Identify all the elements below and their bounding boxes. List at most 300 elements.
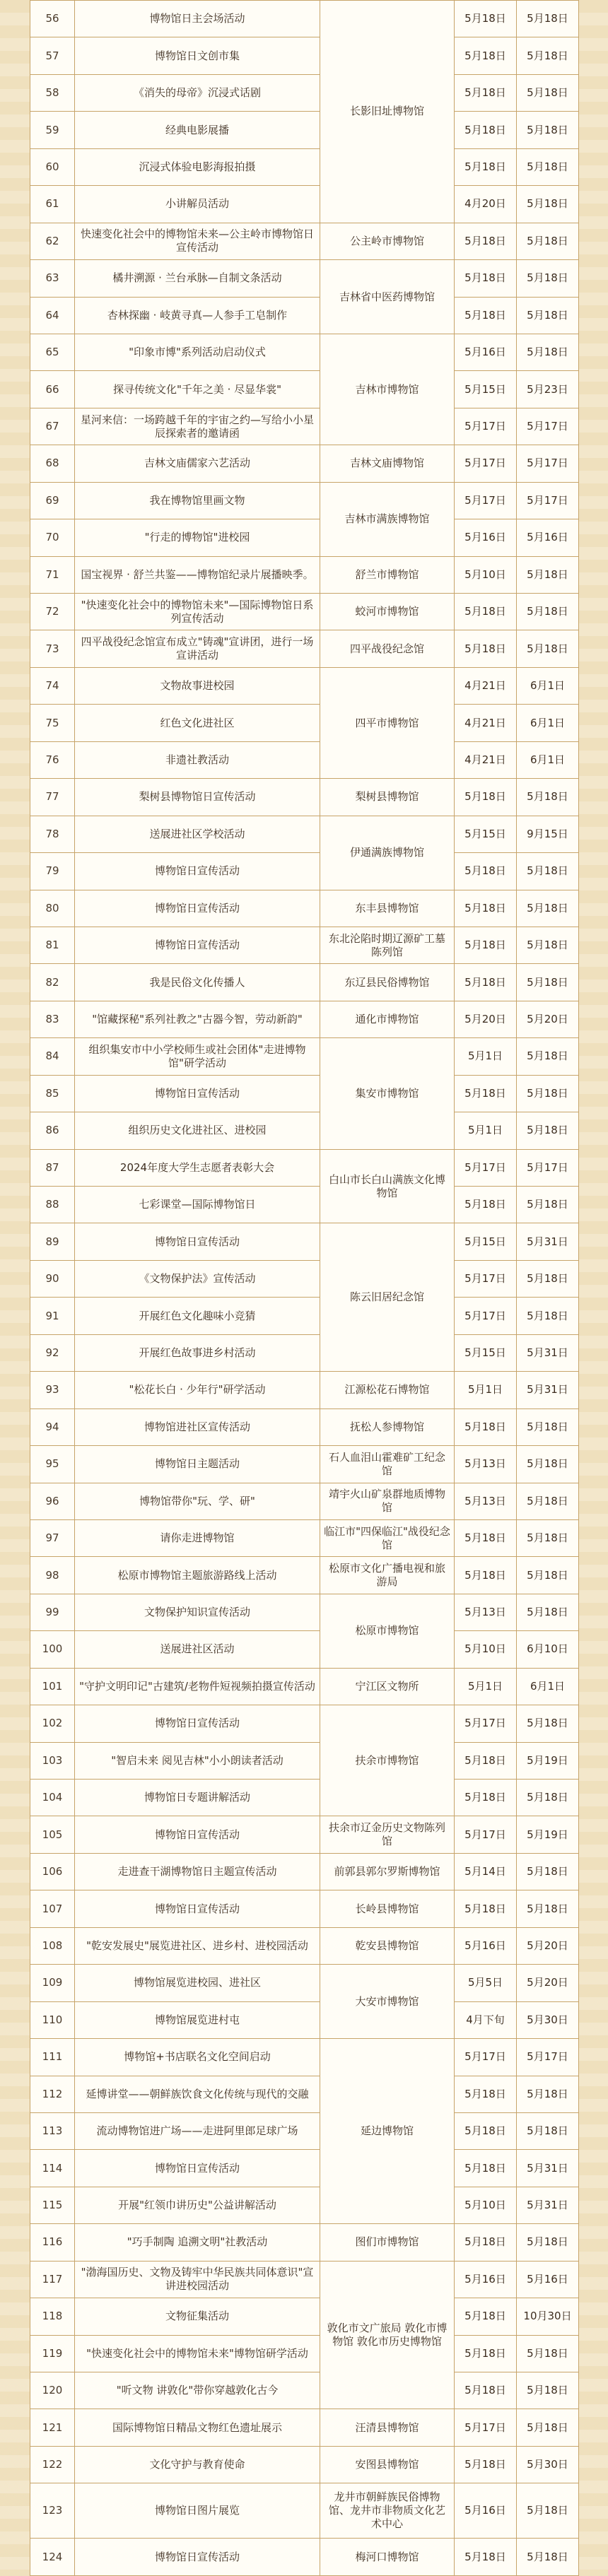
row-number-cell: 114 — [30, 2150, 75, 2187]
organizer-cell: 蛟河市博物馆 — [320, 594, 455, 630]
table-row — [30, 334, 579, 370]
end-date-cell: 5月30日 — [517, 2446, 579, 2483]
activity-name-cell: 博物馆日宣传活动 — [75, 1705, 320, 1742]
start-date-cell: 5月18日 — [455, 37, 517, 74]
table-row — [30, 1557, 579, 1594]
organizer-cell: 长岭县博物馆 — [320, 1890, 455, 1927]
end-date-cell: 6月1日 — [517, 741, 579, 778]
activity-name-cell: 经典电影展播 — [75, 112, 320, 148]
start-date-cell: 5月18日 — [455, 1557, 517, 1594]
activity-name-cell: 博物馆日宣传活动 — [75, 890, 320, 927]
row-number-cell: 57 — [30, 37, 75, 74]
activity-name-cell: 开展红色故事进乡村活动 — [75, 1334, 320, 1371]
table-row — [30, 1519, 579, 1556]
row-number-cell: 58 — [30, 74, 75, 111]
start-date-cell: 5月18日 — [455, 260, 517, 297]
table-row — [30, 2001, 579, 2038]
end-date-cell: 5月18日 — [517, 1483, 579, 1519]
end-date-cell: 5月31日 — [517, 2150, 579, 2187]
row-number-cell: 96 — [30, 1483, 75, 1519]
activity-name-cell: 送展进社区学校活动 — [75, 816, 320, 852]
table-row — [30, 260, 579, 297]
start-date-cell: 5月17日 — [455, 2409, 517, 2446]
table-row — [30, 594, 579, 630]
table-row — [30, 1742, 579, 1779]
organizer-cell: 扶余市博物馆 — [320, 1705, 455, 1816]
start-date-cell: 5月20日 — [455, 1001, 517, 1037]
start-date-cell: 5月17日 — [455, 1260, 517, 1297]
end-date-cell: 5月30日 — [517, 2001, 579, 2038]
organizer-cell: 大安市博物馆 — [320, 1965, 455, 2039]
table-row — [30, 408, 579, 445]
end-date-cell: 5月18日 — [517, 594, 579, 630]
start-date-cell: 5月10日 — [455, 1631, 517, 1668]
activity-name-cell: 松原市博物馆主题旅游路线上活动 — [75, 1557, 320, 1594]
activity-name-cell: "松花长白 · 少年行"研学活动 — [75, 1372, 320, 1408]
row-number-cell: 117 — [30, 2261, 75, 2298]
organizer-cell: 陈云旧居纪念馆 — [320, 1223, 455, 1372]
table-row — [30, 519, 579, 556]
organizer-cell: 江源松花石博物馆 — [320, 1372, 455, 1408]
end-date-cell: 5月31日 — [517, 2187, 579, 2223]
start-date-cell: 5月17日 — [455, 1705, 517, 1742]
row-number-cell: 71 — [30, 556, 75, 593]
table-row — [30, 1372, 579, 1408]
row-number-cell: 102 — [30, 1705, 75, 1742]
end-date-cell: 5月18日 — [517, 556, 579, 593]
organizer-cell: 东辽县民俗博物馆 — [320, 964, 455, 1001]
row-number-cell: 79 — [30, 853, 75, 890]
table-row — [30, 2409, 579, 2446]
row-number-cell: 76 — [30, 741, 75, 778]
activity-name-cell: 文化守护与教育使命 — [75, 2446, 320, 2483]
end-date-cell: 5月17日 — [517, 408, 579, 445]
start-date-cell: 5月16日 — [455, 334, 517, 370]
activity-name-cell: 请你走进博物馆 — [75, 1519, 320, 1556]
end-date-cell: 9月15日 — [517, 816, 579, 852]
end-date-cell: 5月18日 — [517, 186, 579, 223]
organizer-cell: 松原市文化广播电视和旅游局 — [320, 1557, 455, 1594]
organizer-cell: 公主岭市博物馆 — [320, 223, 455, 259]
row-number-cell: 90 — [30, 1260, 75, 1297]
end-date-cell: 5月18日 — [517, 1705, 579, 1742]
end-date-cell: 6月1日 — [517, 667, 579, 704]
start-date-cell: 5月18日 — [455, 148, 517, 185]
row-number-cell: 60 — [30, 148, 75, 185]
row-number-cell: 66 — [30, 371, 75, 408]
end-date-cell: 6月1日 — [517, 705, 579, 741]
table-row — [30, 741, 579, 778]
organizer-cell: 梨树县博物馆 — [320, 779, 455, 816]
table-row — [30, 1001, 579, 1037]
end-date-cell: 5月18日 — [517, 1075, 579, 1112]
organizer-cell: 吉林市博物馆 — [320, 334, 455, 445]
table-row — [30, 186, 579, 223]
table-row — [30, 2187, 579, 2223]
activity-name-cell: 四平战役纪念馆宣布成立"铸魂"宣讲团，进行一场宣讲活动 — [75, 630, 320, 667]
end-date-cell: 5月18日 — [517, 964, 579, 1001]
activity-name-cell: 开展红色文化趣味小竞猜 — [75, 1298, 320, 1334]
activity-name-cell: 博物馆日专题讲解活动 — [75, 1780, 320, 1816]
activity-name-cell: 星河来信：一场跨越千年的宇宙之约—写给小小星辰探索者的邀请函 — [75, 408, 320, 445]
organizer-cell: 舒兰市博物馆 — [320, 556, 455, 593]
row-number-cell: 80 — [30, 890, 75, 927]
row-number-cell: 86 — [30, 1112, 75, 1149]
table-row — [30, 1927, 579, 1964]
row-number-cell: 101 — [30, 1668, 75, 1705]
table-row — [30, 1149, 579, 1186]
organizer-cell: 汪清县博物馆 — [320, 2409, 455, 2446]
row-number-cell: 81 — [30, 927, 75, 963]
end-date-cell: 5月19日 — [517, 1742, 579, 1779]
organizer-cell: 临江市"四保临江"战役纪念馆 — [320, 1519, 455, 1556]
table-row — [30, 705, 579, 741]
organizer-cell: 敦化市文广旅局 敦化市博物馆 敦化市历史博物馆 — [320, 2261, 455, 2409]
left-decorative-border — [0, 0, 30, 2576]
organizer-cell: 乾安县博物馆 — [320, 1927, 455, 1964]
activity-name-cell: 延博讲堂——朝鲜族饮食文化传统与现代的交融 — [75, 2076, 320, 2112]
activity-table-body — [30, 1, 579, 2576]
start-date-cell: 5月16日 — [455, 2261, 517, 2298]
end-date-cell: 5月18日 — [517, 223, 579, 259]
end-date-cell: 5月18日 — [517, 1112, 579, 1149]
table-row — [30, 1187, 579, 1223]
organizer-cell: 通化市博物馆 — [320, 1001, 455, 1037]
table-row — [30, 2483, 579, 2539]
end-date-cell: 5月18日 — [517, 2076, 579, 2112]
row-number-cell: 62 — [30, 223, 75, 259]
activity-name-cell: 送展进社区活动 — [75, 1631, 320, 1668]
start-date-cell: 5月1日 — [455, 1668, 517, 1705]
activity-name-cell: 沉浸式体验电影海报拍摄 — [75, 148, 320, 185]
end-date-cell: 5月20日 — [517, 1927, 579, 1964]
table-row — [30, 1446, 579, 1483]
start-date-cell: 5月1日 — [455, 1038, 517, 1075]
activity-name-cell: 博物馆日宣传活动 — [75, 927, 320, 963]
end-date-cell: 5月18日 — [517, 1594, 579, 1630]
end-date-cell: 5月23日 — [517, 371, 579, 408]
activity-name-cell: 博物馆日主会场活动 — [75, 1, 320, 37]
row-number-cell: 116 — [30, 2224, 75, 2261]
activity-name-cell: 我是民俗文化传播人 — [75, 964, 320, 1001]
organizer-cell: 吉林省中医药博物馆 — [320, 260, 455, 334]
row-number-cell: 89 — [30, 1223, 75, 1260]
activity-name-cell: 博物馆日文创市集 — [75, 37, 320, 74]
row-number-cell: 107 — [30, 1890, 75, 1927]
row-number-cell: 91 — [30, 1298, 75, 1334]
start-date-cell: 5月17日 — [455, 445, 517, 482]
table-row — [30, 2039, 579, 2076]
row-number-cell: 77 — [30, 779, 75, 816]
end-date-cell: 5月18日 — [517, 1853, 579, 1890]
row-number-cell: 69 — [30, 482, 75, 519]
row-number-cell: 68 — [30, 445, 75, 482]
activity-name-cell: 杏林探幽 · 岐黄寻真—人参手工皂制作 — [75, 297, 320, 334]
table-row — [30, 112, 579, 148]
end-date-cell: 5月20日 — [517, 1965, 579, 2001]
table-row — [30, 890, 579, 927]
row-number-cell: 109 — [30, 1965, 75, 2001]
activity-name-cell: 流动博物馆进广场——走进阿里郎足球广场 — [75, 2112, 320, 2149]
activity-name-cell: 橘井溯源 · 兰台承脉—自制文条活动 — [75, 260, 320, 297]
organizer-cell: 石人血泪山霍难矿工纪念馆 — [320, 1446, 455, 1483]
end-date-cell: 5月20日 — [517, 1001, 579, 1037]
table-row — [30, 964, 579, 1001]
row-number-cell: 122 — [30, 2446, 75, 2483]
row-number-cell: 88 — [30, 1187, 75, 1223]
end-date-cell: 5月18日 — [517, 1519, 579, 1556]
end-date-cell: 10月30日 — [517, 2298, 579, 2335]
table-row — [30, 148, 579, 185]
table-row — [30, 1334, 579, 1371]
table-row — [30, 1965, 579, 2001]
activity-name-cell: 博物馆日宣传活动 — [75, 1075, 320, 1112]
table-row — [30, 816, 579, 852]
row-number-cell: 120 — [30, 2372, 75, 2409]
start-date-cell: 5月18日 — [455, 1187, 517, 1223]
start-date-cell: 4月下旬 — [455, 2001, 517, 2038]
end-date-cell: 5月18日 — [517, 37, 579, 74]
table-row — [30, 1260, 579, 1297]
start-date-cell: 5月13日 — [455, 1483, 517, 1519]
activity-name-cell: "快速变化社会中的博物馆未来"博物馆研学活动 — [75, 2335, 320, 2372]
row-number-cell: 64 — [30, 297, 75, 334]
end-date-cell: 5月31日 — [517, 1372, 579, 1408]
end-date-cell: 5月18日 — [517, 1780, 579, 1816]
end-date-cell: 5月18日 — [517, 2112, 579, 2149]
activity-name-cell: "巧手制陶 追溯文明"社教活动 — [75, 2224, 320, 2261]
activity-name-cell: 《消失的母帝》沉浸式话剧 — [75, 74, 320, 111]
end-date-cell: 5月16日 — [517, 2261, 579, 2298]
end-date-cell: 5月18日 — [517, 779, 579, 816]
start-date-cell: 5月18日 — [455, 2335, 517, 2372]
table-row — [30, 1483, 579, 1519]
table-row — [30, 1668, 579, 1705]
end-date-cell: 5月18日 — [517, 2372, 579, 2409]
start-date-cell: 4月20日 — [455, 186, 517, 223]
end-date-cell: 5月18日 — [517, 2409, 579, 2446]
activity-name-cell: 博物馆日宣传活动 — [75, 2150, 320, 2187]
table-row — [30, 1780, 579, 1816]
row-number-cell: 100 — [30, 1631, 75, 1668]
activity-name-cell: 2024年度大学生志愿者表彰大会 — [75, 1149, 320, 1186]
table-row — [30, 2539, 579, 2576]
table-row — [30, 482, 579, 519]
table-row — [30, 630, 579, 667]
start-date-cell: 5月18日 — [455, 890, 517, 927]
start-date-cell: 5月18日 — [455, 630, 517, 667]
start-date-cell: 5月17日 — [455, 482, 517, 519]
organizer-cell: 抚松人参博物馆 — [320, 1408, 455, 1445]
row-number-cell: 93 — [30, 1372, 75, 1408]
organizer-cell: 东北沦陷时期辽源矿工墓陈列馆 — [320, 927, 455, 963]
organizer-cell: 靖宇火山矿泉群地质博物馆 — [320, 1483, 455, 1519]
start-date-cell: 5月15日 — [455, 1223, 517, 1260]
start-date-cell: 5月18日 — [455, 74, 517, 111]
row-number-cell: 63 — [30, 260, 75, 297]
activity-name-cell: 文物征集活动 — [75, 2298, 320, 2335]
start-date-cell: 5月18日 — [455, 853, 517, 890]
start-date-cell: 5月18日 — [455, 1, 517, 37]
table-row — [30, 2372, 579, 2409]
organizer-cell: 东丰县博物馆 — [320, 890, 455, 927]
activity-name-cell: 博物馆日宣传活动 — [75, 2539, 320, 2576]
table-row — [30, 297, 579, 334]
right-decorative-border — [578, 0, 608, 2576]
activity-name-cell: 我在博物馆里画文物 — [75, 482, 320, 519]
organizer-cell: 前郭县郭尔罗斯博物馆 — [320, 1853, 455, 1890]
start-date-cell: 5月13日 — [455, 1594, 517, 1630]
table-row — [30, 2261, 579, 2298]
activity-name-cell: 红色文化进社区 — [75, 705, 320, 741]
table-row — [30, 2224, 579, 2261]
table-row — [30, 2335, 579, 2372]
row-number-cell: 119 — [30, 2335, 75, 2372]
table-row — [30, 1112, 579, 1149]
row-number-cell: 59 — [30, 112, 75, 148]
organizer-cell: 安图县博物馆 — [320, 2446, 455, 2483]
activity-name-cell: 《文物保护法》宣传活动 — [75, 1260, 320, 1297]
organizer-cell: 四平战役纪念馆 — [320, 630, 455, 667]
organizer-cell: 宁江区文物所 — [320, 1668, 455, 1705]
end-date-cell: 5月31日 — [517, 1223, 579, 1260]
start-date-cell: 5月13日 — [455, 1446, 517, 1483]
activity-name-cell: 文物故事进校园 — [75, 667, 320, 704]
activity-name-cell: 博物馆日宣传活动 — [75, 1223, 320, 1260]
start-date-cell: 5月18日 — [455, 2446, 517, 2483]
table-row — [30, 1408, 579, 1445]
end-date-cell: 6月1日 — [517, 1668, 579, 1705]
start-date-cell: 5月18日 — [455, 1780, 517, 1816]
activity-name-cell: 国宝视界 · 舒兰共鉴——博物馆纪录片展播映季。 — [75, 556, 320, 593]
activity-name-cell: 博物馆日宣传活动 — [75, 1816, 320, 1853]
start-date-cell: 5月17日 — [455, 408, 517, 445]
end-date-cell: 5月18日 — [517, 1260, 579, 1297]
end-date-cell: 5月18日 — [517, 1187, 579, 1223]
row-number-cell: 97 — [30, 1519, 75, 1556]
activity-name-cell: 博物馆带你"玩、学、研" — [75, 1483, 320, 1519]
activity-name-cell: 博物馆展览进校园、进社区 — [75, 1965, 320, 2001]
activity-name-cell: 博物馆进社区宣传活动 — [75, 1408, 320, 1445]
start-date-cell: 5月16日 — [455, 519, 517, 556]
row-number-cell: 111 — [30, 2039, 75, 2076]
organizer-cell: 长影旧址博物馆 — [320, 1, 455, 223]
start-date-cell: 5月18日 — [455, 594, 517, 630]
row-number-cell: 56 — [30, 1, 75, 37]
row-number-cell: 73 — [30, 630, 75, 667]
organizer-cell: 集安市博物馆 — [320, 1038, 455, 1149]
end-date-cell: 5月18日 — [517, 1557, 579, 1594]
activity-name-cell: 博物馆+书店联名文化空间启动 — [75, 2039, 320, 2076]
row-number-cell: 82 — [30, 964, 75, 1001]
row-number-cell: 70 — [30, 519, 75, 556]
row-number-cell: 99 — [30, 1594, 75, 1630]
start-date-cell: 5月18日 — [455, 1742, 517, 1779]
activity-name-cell: "乾安发展史"展览进社区、进乡村、进校园活动 — [75, 1927, 320, 1964]
activity-name-cell: 博物馆日宣传活动 — [75, 1890, 320, 1927]
row-number-cell: 72 — [30, 594, 75, 630]
table-row — [30, 37, 579, 74]
end-date-cell: 5月17日 — [517, 2039, 579, 2076]
table-row — [30, 1890, 579, 1927]
end-date-cell: 5月18日 — [517, 2335, 579, 2372]
table-row — [30, 445, 579, 482]
activity-name-cell: 国际博物馆日精品文物红色遗址展示 — [75, 2409, 320, 2446]
end-date-cell: 5月18日 — [517, 890, 579, 927]
start-date-cell: 5月15日 — [455, 816, 517, 852]
organizer-cell: 龙井市朝鲜族民俗博物馆、龙井市非物质文化艺术中心 — [320, 2483, 455, 2539]
end-date-cell: 5月16日 — [517, 519, 579, 556]
table-row — [30, 1038, 579, 1075]
row-number-cell: 67 — [30, 408, 75, 445]
activity-name-cell: 博物馆日图片展览 — [75, 2483, 320, 2539]
table-row — [30, 2112, 579, 2149]
activity-name-cell: 博物馆展览进村屯 — [75, 2001, 320, 2038]
end-date-cell: 5月19日 — [517, 1816, 579, 1853]
activity-name-cell: "印象市博"系列活动启动仪式 — [75, 334, 320, 370]
activity-name-cell: "智启未来 阅见吉林"小小朗读者活动 — [75, 1742, 320, 1779]
row-number-cell: 105 — [30, 1816, 75, 1853]
end-date-cell: 5月18日 — [517, 630, 579, 667]
end-date-cell: 5月18日 — [517, 297, 579, 334]
row-number-cell: 61 — [30, 186, 75, 223]
table-row — [30, 2298, 579, 2335]
activity-name-cell: 博物馆日宣传活动 — [75, 853, 320, 890]
activity-name-cell: 组织集安市中小学校师生或社会团体"走进博物馆"研学活动 — [75, 1038, 320, 1075]
activity-name-cell: 文物保护知识宣传活动 — [75, 1594, 320, 1630]
row-number-cell: 84 — [30, 1038, 75, 1075]
start-date-cell: 5月18日 — [455, 2150, 517, 2187]
activity-name-cell: 非遗社教活动 — [75, 741, 320, 778]
start-date-cell: 5月18日 — [455, 223, 517, 259]
end-date-cell: 5月18日 — [517, 853, 579, 890]
table-row — [30, 927, 579, 963]
table-row — [30, 779, 579, 816]
row-number-cell: 74 — [30, 667, 75, 704]
activity-name-cell: 快速变化社会中的博物馆未来—公主岭市博物馆日宣传活动 — [75, 223, 320, 259]
start-date-cell: 5月15日 — [455, 1334, 517, 1371]
row-number-cell: 78 — [30, 816, 75, 852]
start-date-cell: 5月15日 — [455, 371, 517, 408]
end-date-cell: 6月10日 — [517, 1631, 579, 1668]
end-date-cell: 5月17日 — [517, 482, 579, 519]
start-date-cell: 4月21日 — [455, 667, 517, 704]
start-date-cell: 5月18日 — [455, 2076, 517, 2112]
table-row — [30, 1223, 579, 1260]
start-date-cell: 5月1日 — [455, 1112, 517, 1149]
table-row — [30, 223, 579, 259]
table-row — [30, 1, 579, 37]
table-row — [30, 2150, 579, 2187]
row-number-cell: 98 — [30, 1557, 75, 1594]
start-date-cell: 5月18日 — [455, 112, 517, 148]
end-date-cell: 5月18日 — [517, 334, 579, 370]
end-date-cell: 5月17日 — [517, 445, 579, 482]
activity-table — [30, 0, 579, 2576]
row-number-cell: 124 — [30, 2539, 75, 2576]
start-date-cell: 5月18日 — [455, 2539, 517, 2576]
organizer-cell: 吉林市满族博物馆 — [320, 482, 455, 556]
row-number-cell: 121 — [30, 2409, 75, 2446]
table-row — [30, 1631, 579, 1668]
row-number-cell: 106 — [30, 1853, 75, 1890]
end-date-cell: 5月18日 — [517, 1038, 579, 1075]
row-number-cell: 104 — [30, 1780, 75, 1816]
start-date-cell: 5月18日 — [455, 964, 517, 1001]
row-number-cell: 115 — [30, 2187, 75, 2223]
activity-name-cell: 吉林文庙儒家六艺活动 — [75, 445, 320, 482]
start-date-cell: 5月18日 — [455, 927, 517, 963]
